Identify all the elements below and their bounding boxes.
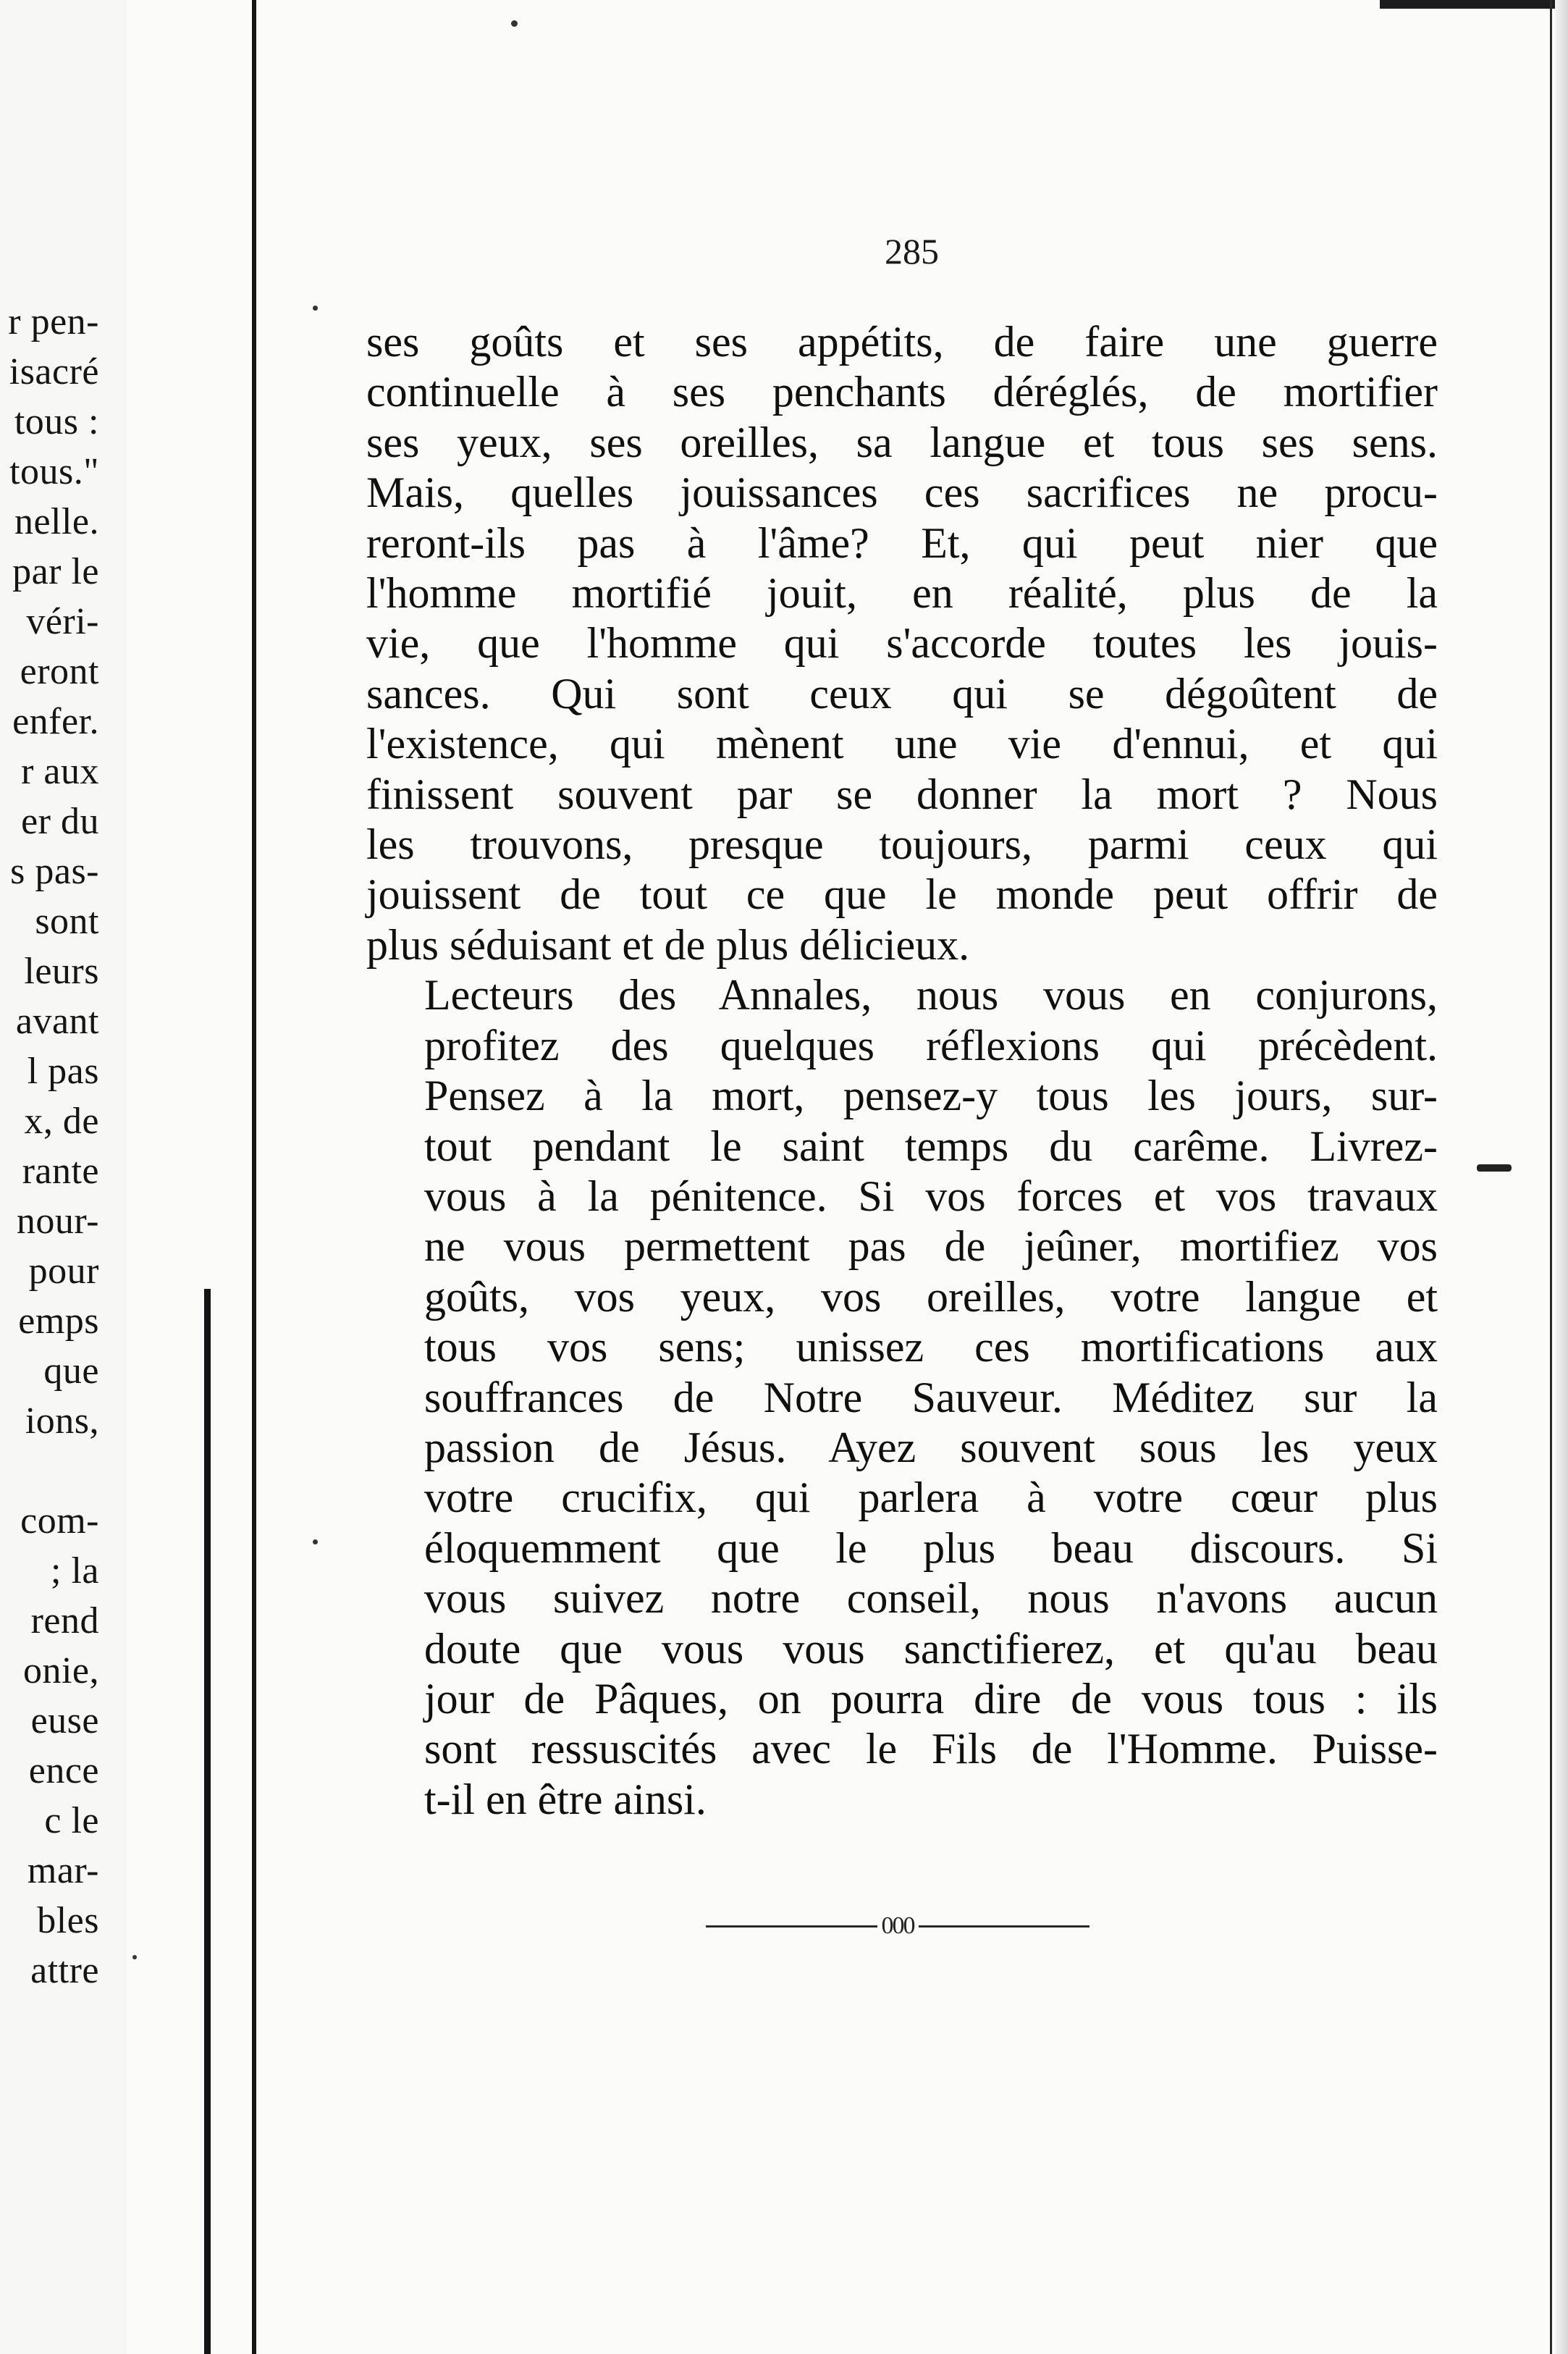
facing-page-line: tous." xyxy=(9,451,99,492)
text-line: sont ressuscités avec le Fils de l'Homme. Puisse- xyxy=(424,1725,1438,1773)
facing-page-line: véri- xyxy=(26,601,99,642)
text-line: souffrances de Notre Sauveur. Méditez sur la xyxy=(424,1373,1438,1421)
text-line: finissent souvent par se donner la mort ? Nous xyxy=(366,770,1438,818)
facing-page-line: nelle. xyxy=(14,501,99,542)
facing-page-line: onie, xyxy=(22,1650,99,1691)
facing-page-line: com- xyxy=(20,1500,99,1542)
page-number: 285 xyxy=(885,231,939,272)
binding-shadow-line xyxy=(252,0,256,2354)
facing-page-fragment xyxy=(0,0,127,2354)
body-text xyxy=(366,317,1438,1825)
text-line: jour de Pâques, on pourra dire de vous tous : ils xyxy=(424,1674,1438,1723)
section-separator xyxy=(706,1912,1089,1941)
facing-page-line: nour- xyxy=(16,1201,99,1242)
separator-rule-left xyxy=(706,1925,877,1928)
facing-page-line: euse xyxy=(30,1700,99,1741)
facing-page-line: bles xyxy=(37,1900,99,1941)
text-line: les trouvons, presque toujours, parmi ceux qui xyxy=(366,820,1438,869)
text-line: ne vous permettent pas de jeûner, mortifiez vos xyxy=(424,1222,1438,1271)
facing-page-line: que xyxy=(43,1350,99,1392)
text-line: tous vos sens; unissez ces mortifications aux xyxy=(424,1323,1438,1371)
right-page-edge xyxy=(1555,0,1568,2354)
text-line: éloquemment que le plus beau discours. Si xyxy=(424,1523,1438,1572)
text-line: Mais, quelles jouissances ces sacrifices ne procu- xyxy=(366,468,1438,517)
right-edge-rule xyxy=(1550,0,1552,2354)
separator-rule-right xyxy=(919,1925,1090,1928)
scan-speck xyxy=(132,1955,137,1959)
text-line: l'homme mortifié jouit, en réalité, plus de la xyxy=(366,569,1438,618)
facing-page-line: sont xyxy=(35,901,99,942)
facing-page-line: r aux xyxy=(21,751,99,792)
facing-page-text xyxy=(8,297,99,1996)
facing-page-line: attre xyxy=(30,1950,99,1991)
facing-page-line: leurs xyxy=(24,951,99,992)
separator-ornament: 000 xyxy=(881,1912,914,1939)
text-line: tout pendant le saint temps du carême. Livrez- xyxy=(424,1122,1438,1170)
facing-page-line: ; la xyxy=(51,1550,99,1592)
text-line: goûts, vos yeux, vos oreilles, votre langue et xyxy=(424,1272,1438,1321)
facing-page-line: tous : xyxy=(14,401,99,442)
scan-speck xyxy=(313,1539,318,1544)
facing-page-line: r pen- xyxy=(8,301,99,342)
text-line: profitez des quelques réflexions qui précèdent. xyxy=(424,1021,1438,1069)
text-line: Pensez à la mort, pensez-y tous les jours, sur- xyxy=(424,1072,1438,1120)
facing-page-line: isacré xyxy=(9,351,99,392)
scan-speck xyxy=(313,306,318,311)
text-line: continuelle à ses penchants déréglés, de mortifier xyxy=(366,368,1438,416)
facing-page-line: rend xyxy=(30,1600,99,1642)
text-line: jouissent de tout ce que le monde peut offrir de xyxy=(366,870,1438,919)
facing-page-line xyxy=(8,1446,99,1496)
text-line: ses yeux, ses oreilles, sa langue et tous ses sens. xyxy=(366,418,1438,466)
text-line: t-il en être ainsi. xyxy=(424,1775,707,1823)
facing-page-line: par le xyxy=(12,551,99,592)
top-edge-bar xyxy=(1380,0,1568,9)
facing-page-line: ions, xyxy=(25,1400,99,1442)
facing-page-line: x, de xyxy=(24,1101,99,1142)
paragraph-2 xyxy=(366,970,1438,1825)
paragraph-1 xyxy=(366,317,1438,970)
facing-page-line: emps xyxy=(18,1300,99,1342)
facing-page-line: pour xyxy=(28,1250,99,1292)
facing-page-line: c le xyxy=(44,1800,99,1841)
binding-shadow-line-lower xyxy=(204,1289,211,2354)
text-line: votre crucifix, qui parlera à votre cœur plus xyxy=(424,1474,1438,1522)
text-line: plus séduisant et de plus délicieux. xyxy=(366,920,970,969)
text-line: vous suivez notre conseil, nous n'avons aucun xyxy=(424,1574,1438,1623)
facing-page-line: mar- xyxy=(27,1850,99,1891)
text-line: sances. Qui sont ceux qui se dégoûtent de xyxy=(366,669,1438,718)
scan-speck xyxy=(511,20,518,27)
facing-page-line: s pas- xyxy=(10,851,99,892)
margin-mark xyxy=(1477,1164,1512,1172)
text-line: vous à la pénitence. Si vos forces et vos travaux xyxy=(424,1172,1438,1220)
facing-page-line: rante xyxy=(22,1151,99,1192)
facing-page-line: l pas xyxy=(27,1051,99,1092)
text-line: passion de Jésus. Ayez souvent sous les yeux xyxy=(424,1423,1438,1471)
text-line: ses goûts et ses appétits, de faire une guerre xyxy=(366,318,1438,366)
facing-page-line: enfer. xyxy=(12,701,99,742)
text-line: Lecteurs des Annales, nous vous en conjurons, xyxy=(424,971,1438,1020)
facing-page-line: eront xyxy=(20,651,99,692)
text-line: reront-ils pas à l'âme? Et, qui peut nier que xyxy=(366,518,1438,567)
facing-page-line: er du xyxy=(21,801,99,842)
text-line: l'existence, qui mènent une vie d'ennui, et qui xyxy=(366,720,1438,768)
text-line: doute que vous vous sanctifierez, et qu'au beau xyxy=(424,1624,1438,1673)
text-line: vie, que l'homme qui s'accorde toutes les jouis- xyxy=(366,619,1438,668)
facing-page-line: avant xyxy=(15,1001,99,1042)
facing-page-line: ence xyxy=(28,1750,99,1791)
